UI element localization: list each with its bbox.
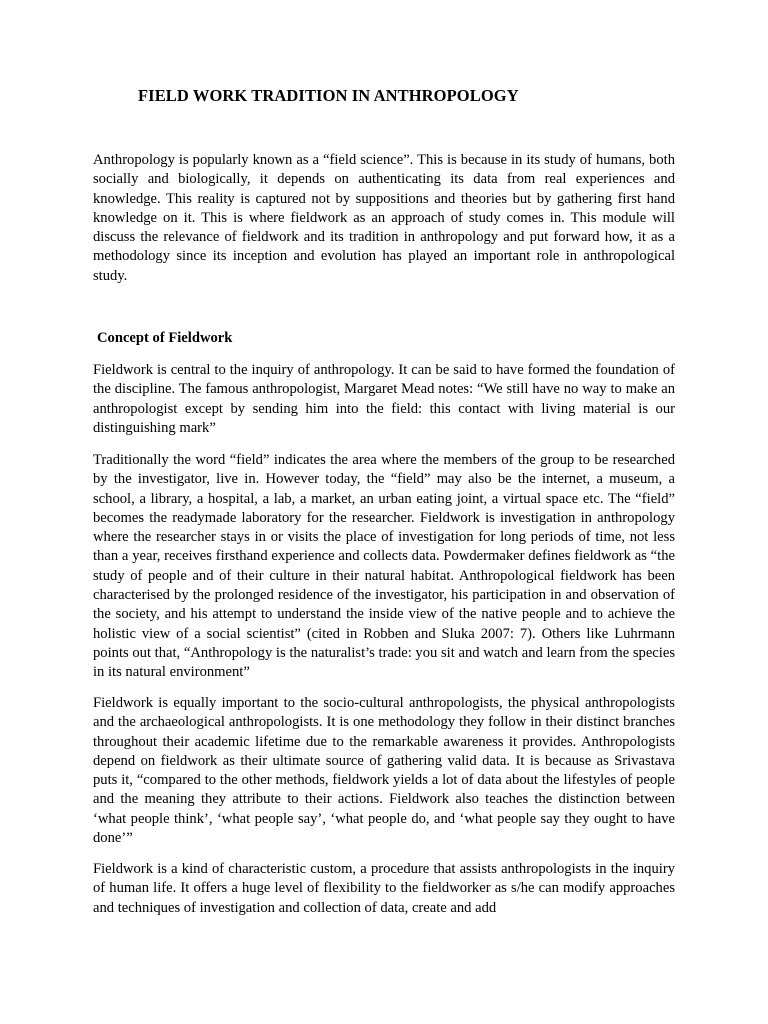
document-title: FIELD WORK TRADITION IN ANTHROPOLOGY [138, 86, 519, 105]
body-paragraph: Fieldwork is equally important to the socio-cultural anthropologists, the physical anthropologists and the archaeological anthropologists. It is one methodology they follow in their distinct branches throughout their academic lifetime due to the remarkable awareness it provides. Anthropologists depend on fieldwork as their ultimate source of gathering valid data. It is because as Srivastava puts it, “compared to the other methods, fieldwork yields a lot of data about the lifestyles of people and the meaning they attribute to their actions. Fieldwork also teaches the distinction between ‘what people think’, ‘what people say’, ‘what people do, and ‘what people say they ought to have done’” [93, 695, 675, 847]
body-paragraph: Fieldwork is central to the inquiry of anthropology. It can be said to have formed the foundation of the discipline. The famous anthropologist, Margaret Mead notes: “We still have no way to make an anthropologist except by sending him into the field: this contact with living material is our distinguishing mark” [93, 362, 675, 436]
body-paragraph: Fieldwork is a kind of characteristic custom, a procedure that assists anthropologists in the inquiry of human life. It offers a huge level of flexibility to the fieldworker as s/he can modify approaches and techniques of investigation and collection of data, create and add [93, 861, 675, 916]
section-heading: Concept of Fieldwork [97, 330, 233, 346]
body-paragraph: Traditionally the word “field” indicates the area where the members of the group to be researched by the investigator, live in. However today, the “field” may also be the internet, a museum, a school, a library, a hospital, a lab, a market, an urban eating joint, a virtual space etc. The “field” becomes the readymade laboratory for the researcher. Fieldwork is investigation in anthropology where the researcher stays in or visits the place of investigation for long periods of time, not less than a year, receives firsthand experience and collects data. Powdermaker defines fieldwork as “the study of people and of their culture in their natural habitat. Anthropological fieldwork has been characterised by the prolonged residence of the investigator, his participation in and observation of the society, and his attempt to understand the inside view of the native people and to achieve the holistic view of a social scientist” (cited in Robben and Sluka 2007: 7). Others like Luhrmann points out that, “Anthropology is the naturalist’s trade: you sit and watch and learn from the species in its natural environment” [93, 452, 675, 681]
intro-paragraph: Anthropology is popularly known as a “field science”. This is because in its study of humans, both socially and biologically, it depends on authenticating its data from real experiences and knowledge. This reality is captured not by suppositions and theories but by gathering first hand knowledge on it. This is where fieldwork as an approach of study comes in. This module will discuss the relevance of fieldwork and its tradition in anthropology and put forward how, it as a methodology since its inception and evolution has played an important role in anthropological study. [93, 152, 675, 284]
